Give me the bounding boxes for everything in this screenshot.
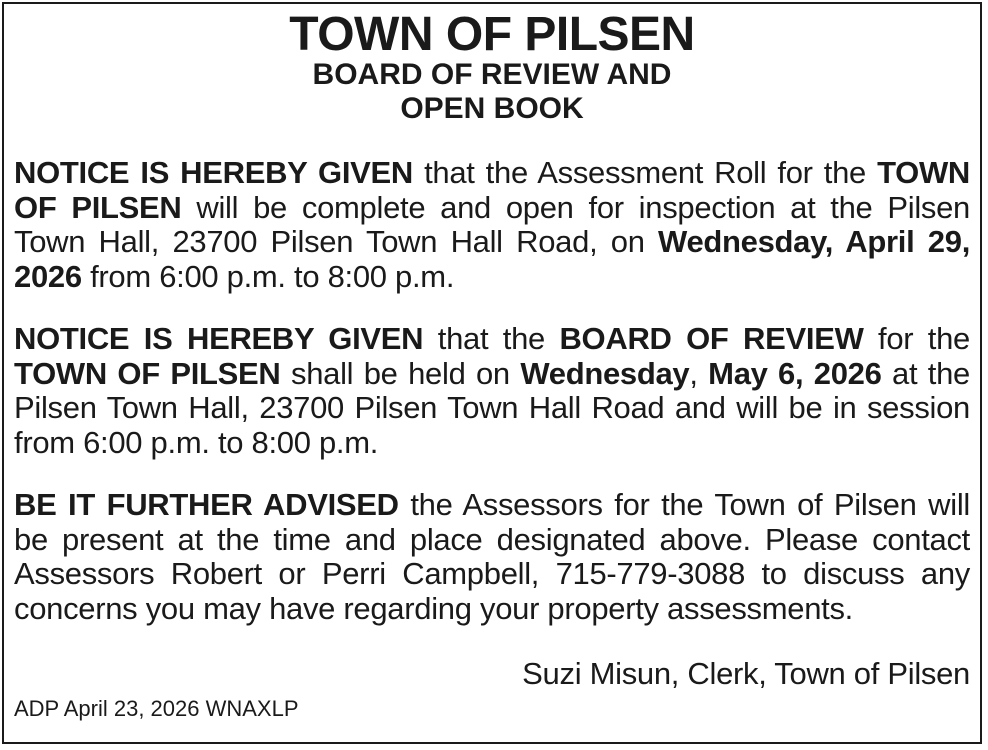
notice-subtitle [4, 58, 980, 126]
paragraph-text: will be complete and open for inspection at the Pilsen Town Hall, 23700 Pilsen Town Hall Road, on [14, 189, 970, 259]
subtitle-line-2: OPEN BOOK [400, 92, 584, 125]
town-name: TOWN OF PILSEN [14, 355, 281, 391]
advisory-lead: BE IT FURTHER ADVISED [14, 487, 399, 522]
assessors-paragraph [14, 488, 970, 626]
notice-lead: NOTICE IS HEREBY GIVEN [14, 321, 424, 356]
paragraph-text: , [689, 355, 709, 391]
legal-notice [2, 2, 982, 744]
paragraph-text: at the Pilsen Town Hall, 23700 Pilsen Town Hall Road and will be in session from 6:00 p.m. to 8:00 p.m. [14, 355, 970, 460]
open-book-date: Wednesday, April 29, 2026 [14, 224, 971, 294]
subtitle-line-1: BOARD OF REVIEW AND [312, 58, 672, 91]
clerk-signature: Suzi Misun, Clerk, Town of Pilsen [522, 656, 970, 691]
review-weekday: Wednesday [520, 355, 690, 391]
town-name: TOWN OF PILSEN [14, 155, 970, 225]
paragraph-text: from 6:00 p.m. to 8:00 p.m. [81, 258, 455, 294]
review-date: May 6, 2026 [708, 355, 882, 391]
notice-title: TOWN OF PILSEN [289, 8, 695, 61]
publication-footer: ADP April 23, 2026 WNAXLP [14, 696, 299, 721]
notice-lead: NOTICE IS HEREBY GIVEN [14, 155, 414, 190]
open-book-paragraph [14, 156, 970, 294]
paragraph-text: shall be held on [280, 355, 521, 391]
board-of-review-paragraph [14, 322, 970, 460]
paragraph-text: the Assessors for the Town of Pilsen will be present at the time and place designated above. Please contact Assessors Robert or Perri Campbell, 715-779-3088 to discuss any concerns you may have regarding your property assessments. [14, 487, 970, 626]
paragraph-text: that the Assessment Roll for the [413, 155, 878, 190]
paragraph-text: that the [423, 321, 560, 356]
board-name: BOARD OF REVIEW [559, 321, 864, 356]
paragraph-text: for the [863, 321, 970, 356]
